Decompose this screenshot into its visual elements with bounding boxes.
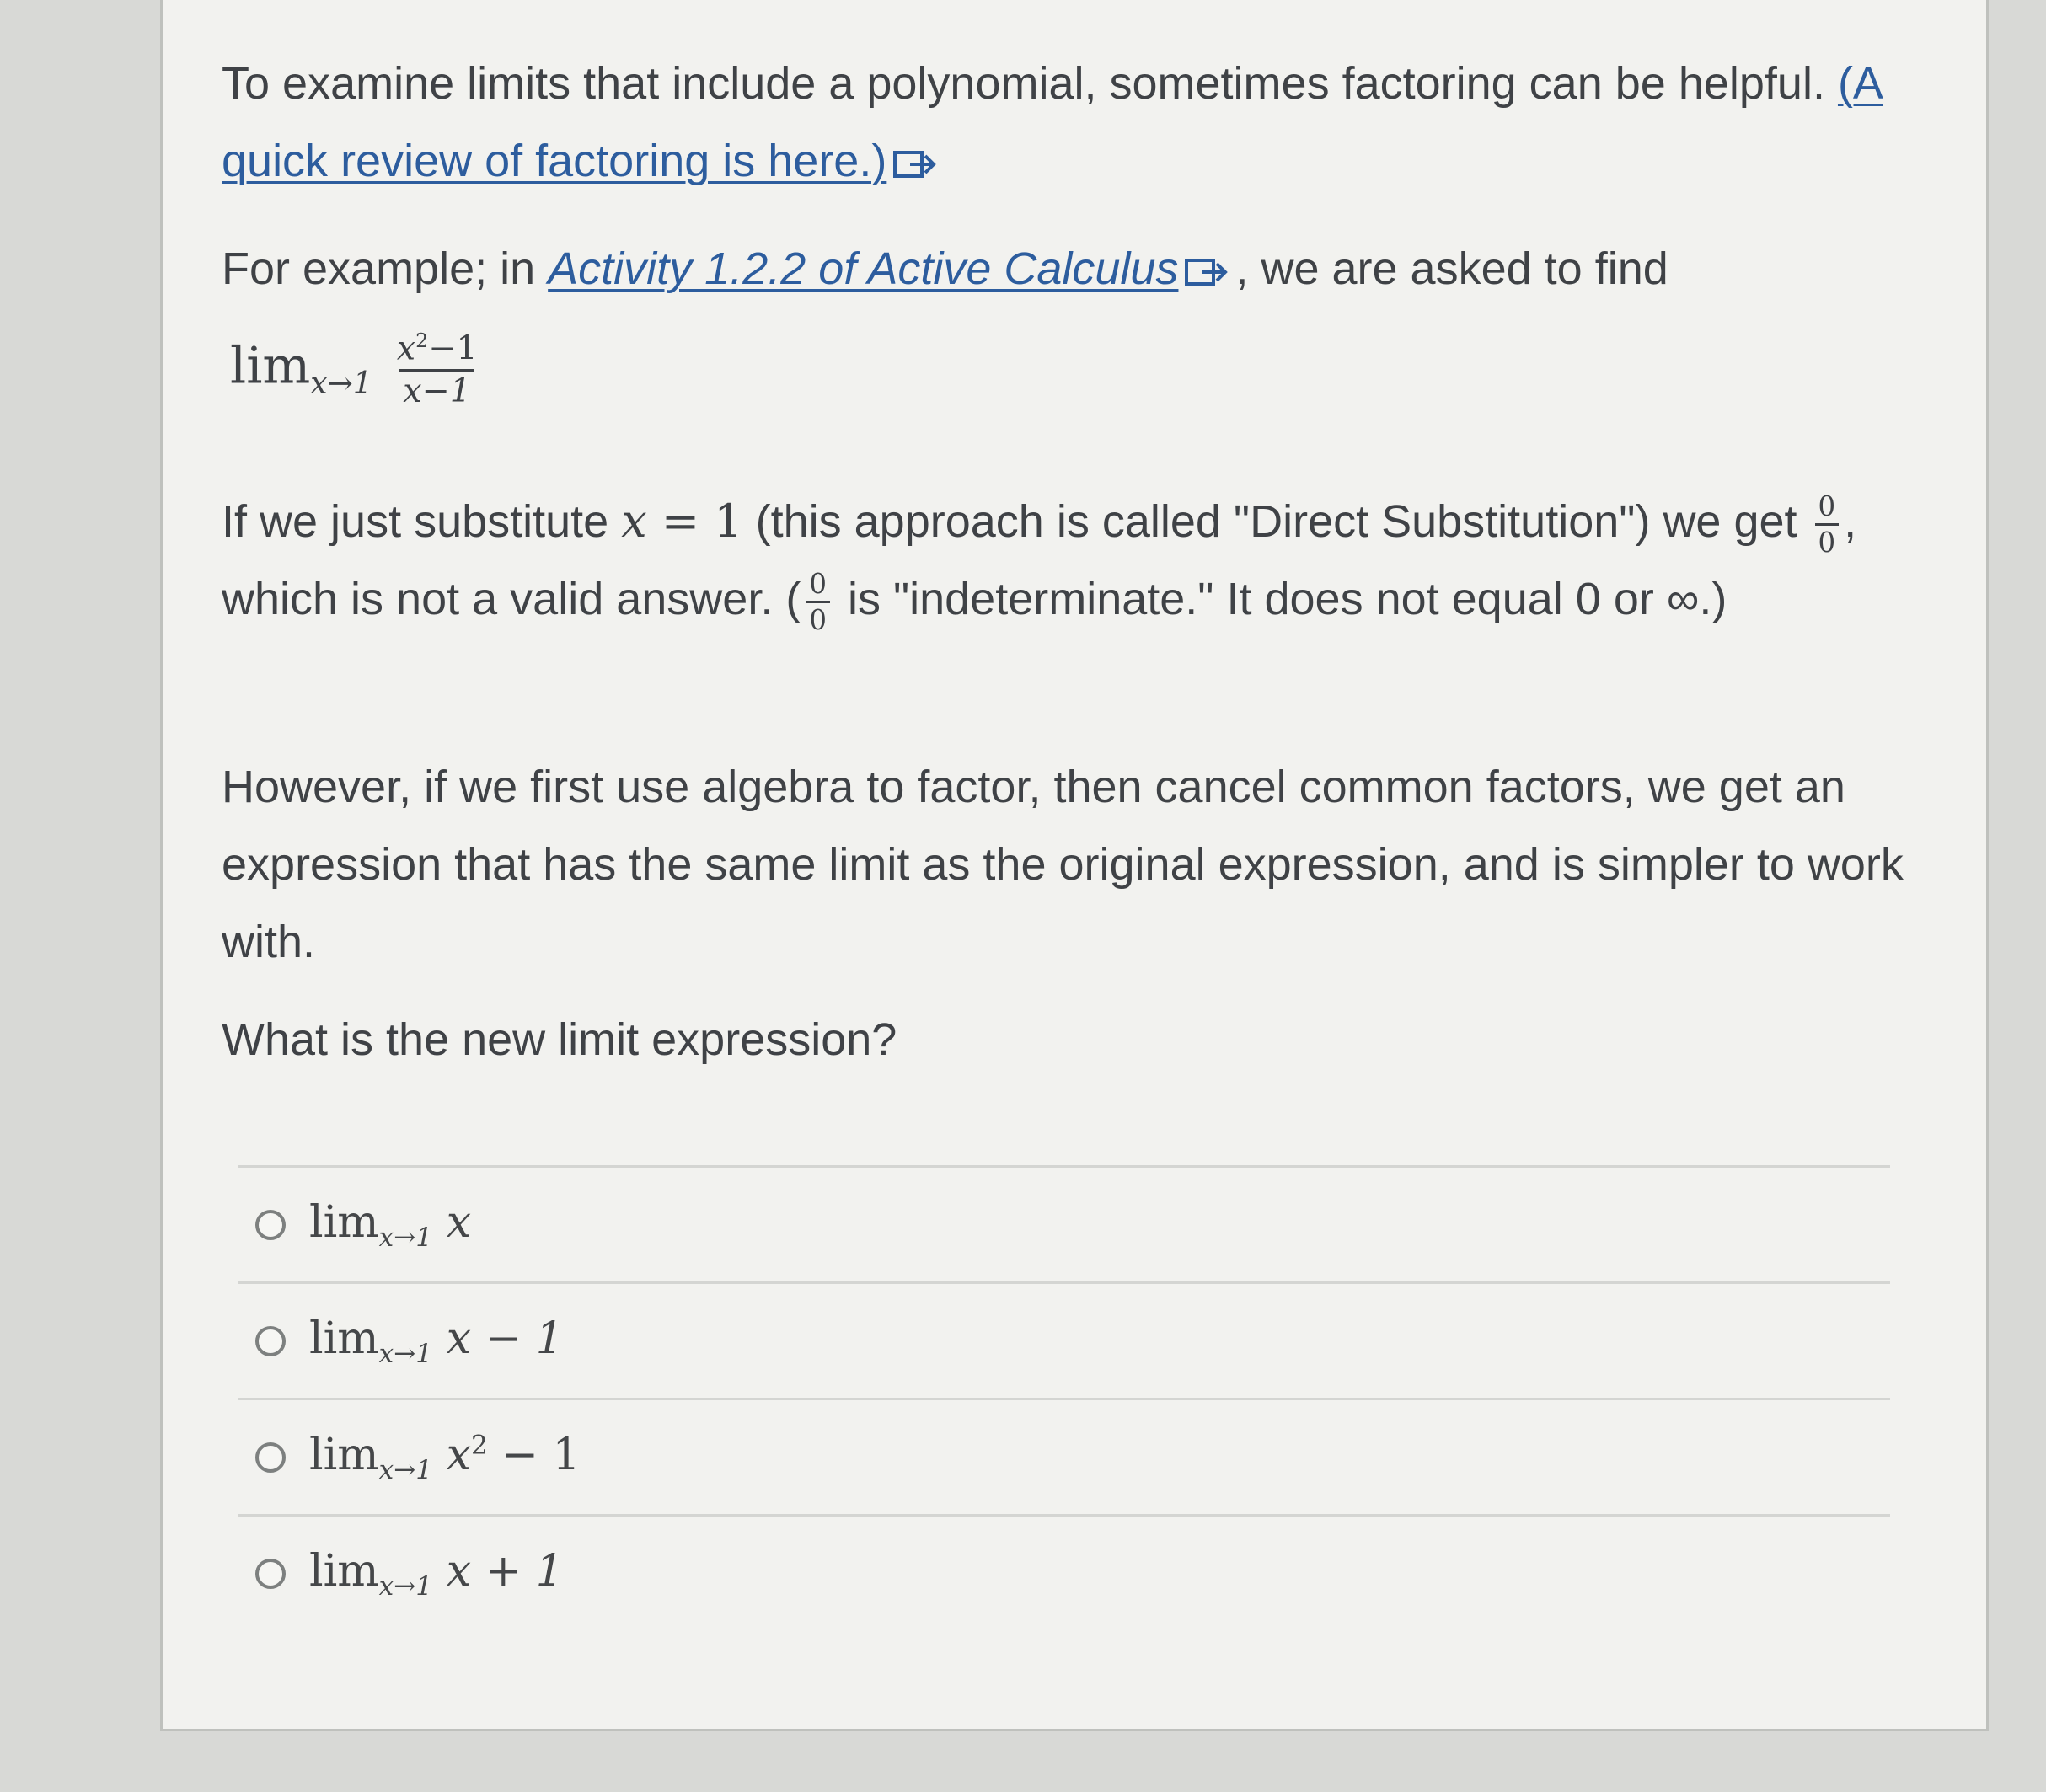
intro-paragraph [222,45,1907,200]
however-paragraph: However, if we first use algebra to factor, then cancel common factors, we get an expression that has the same limit as the original expression, and is simpler to work with. [222,762,1904,967]
choice-2-label [309,1313,564,1369]
substitution-text-1: If we just substitute [222,496,622,547]
choice-4-label [309,1546,564,1602]
choice-2[interactable] [238,1284,1890,1398]
answer-choices [238,1165,1890,1630]
example-paragraph [222,230,1907,308]
question-text: What is the new limit expression? [222,1014,897,1065]
lim-subscript: x→1 [378,1222,433,1253]
choice-expression-exponent: 2 [471,1429,488,1460]
active-calculus-link[interactable]: Activity 1.2.2 of Active Calculus [548,243,1179,294]
denominator: x−1 [399,369,474,409]
frac-denominator: 0 [1815,523,1840,556]
factoring-review-link[interactable]: (A quick review of factoring is here.) [222,58,1883,186]
zero-over-zero [1815,489,1840,559]
substitution-paragraph [222,483,1907,638]
choice-1-label [309,1197,471,1253]
lim-subscript: x→1 [378,1570,433,1602]
lim-subscript: x→1 [378,1454,433,1485]
lim-operator: lim [309,1429,379,1480]
substitution-text-4: is "indeterminate." It does not equal 0 or ∞.) [834,574,1727,624]
radio-button[interactable] [255,1326,286,1356]
equals-one: = 1 [646,495,743,548]
numerator-exponent: 2 [415,329,429,352]
choice-expression: x [446,1196,472,1248]
substitution-text-2: (this approach is called "Direct Substitution") we get [742,496,1810,547]
external-link-icon[interactable] [1183,255,1230,289]
lim-subscript: x→1 [310,366,372,401]
lim-operator: lim [309,1545,379,1597]
radio-button[interactable] [255,1559,286,1589]
radio-button[interactable] [255,1210,286,1240]
lim-subscript: x→1 [378,1338,433,1369]
limit-fraction [394,331,481,408]
choice-3-label [309,1430,581,1485]
choice-4[interactable] [238,1517,1890,1630]
intro-text: To examine limits that include a polynomial, sometimes factoring can be helpful. [222,58,1838,109]
numerator-rest: −1 [428,329,478,368]
choice-1[interactable] [238,1168,1890,1281]
lim-operator: lim [309,1313,379,1364]
variable-x: x [621,495,647,548]
choice-expression-rest: − 1 [487,1429,581,1480]
radio-button[interactable] [255,1442,286,1473]
lim-operator: lim [309,1196,379,1248]
question-card [160,0,1989,1731]
frac-denominator: 0 [806,601,830,634]
frac-numerator: 0 [809,567,827,600]
numerator-base: x [396,329,416,368]
choice-expression: x + 1 [446,1545,564,1597]
choice-3[interactable] [238,1400,1890,1514]
example-text-before: For example; in [222,243,549,294]
example-text-after: , we are asked to find [1235,243,1668,294]
external-link-icon[interactable] [892,147,939,181]
zero-over-zero-2 [806,567,830,637]
choice-expression: x − 1 [446,1313,564,1364]
frac-numerator: 0 [1818,489,1836,522]
lim-operator: lim [230,336,311,396]
limit-expression [230,331,486,408]
substitution-text-3: , which is not a valid answer. ( [222,496,1857,624]
choice-expression-base: x [446,1429,472,1480]
